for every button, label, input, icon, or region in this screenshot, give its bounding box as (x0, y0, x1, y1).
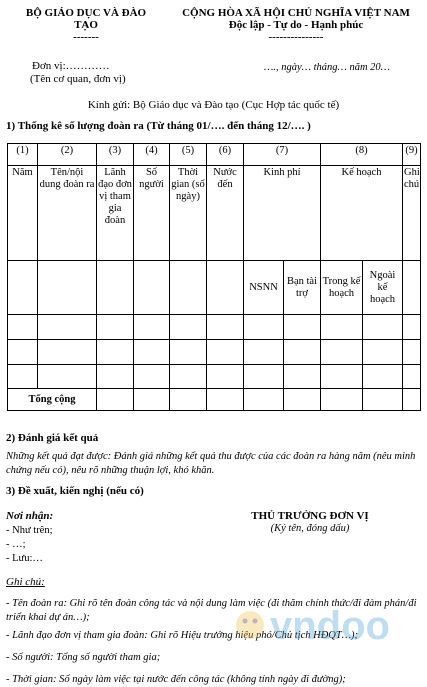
col-number: (5) (170, 144, 207, 166)
header-ghi-chu: Ghi chú (403, 166, 421, 261)
subheader-row (8, 261, 421, 315)
mascot-icon (236, 611, 264, 639)
country-name: CỘNG HÒA XÃ HỘI CHỦ NGHĨA VIỆT NAM (182, 7, 410, 19)
motto-text: Độc lập - Tự do - Hạnh phúc (228, 19, 364, 31)
note-item: - Tên đoàn ra: Ghi rõ tên đoàn công tác và nội dung làm việc (đi thăm chính thức/đi đàm phán/đi triển khai dự án…); (6, 598, 417, 623)
unit-label: Đơn vị:………… (32, 60, 110, 72)
header-nam: Năm (8, 166, 38, 261)
signature-sub: (Ký tên, đóng dấu) (270, 523, 350, 534)
recipients-title: Nơi nhận: (6, 510, 54, 522)
header-trong-ke-hoach: Trong kế hoạch (321, 261, 363, 315)
col-number: (9) (403, 144, 421, 166)
section3-title: 3) Đề xuất, kiến nghị (nếu có) (6, 485, 144, 497)
col-number: (8) (321, 144, 403, 166)
date-line: …., ngày… tháng… năm 20… (264, 62, 391, 73)
svg-text:vndoo: vndoo (270, 604, 390, 648)
ministry-line-2: TẠO (74, 19, 98, 31)
table-row (8, 340, 421, 365)
header-thoi-gian: Thời gian (số ngày) (170, 166, 207, 261)
note-item: - Lãnh đạo đơn vị tham gia đoàn: Ghi rõ Hiệu trưởng hiệu phó/Chủ tịch HĐQT…); (6, 630, 359, 641)
col-number: (6) (207, 144, 244, 166)
ministry-line-1: BỘ GIÁO DỤC VÀ ĐÀO (25, 7, 147, 19)
header-nsnn: NSNN (244, 261, 284, 315)
header-nuoc-den: Nước đến (207, 166, 244, 261)
ministry-name (14, 7, 158, 43)
statistics-table (7, 143, 421, 411)
recipient-item: - Như trên; (6, 525, 53, 536)
signature-title: THỦ TRƯỞNG ĐƠN VỊ (251, 510, 369, 522)
header-ngoai-ke-hoach: Ngoài kế hoạch (363, 261, 403, 315)
recipients-list (6, 524, 53, 566)
table-row (8, 315, 421, 340)
note-item: - Thời gian: Số ngày làm việc tại nước đến công tác (không tính ngày đi đường); (6, 674, 346, 685)
unit-sub: (Tên cơ quan, đơn vị) (30, 73, 126, 85)
header-lanh-dao: Lãnh đạo đơn vị tham gia đoàn (97, 166, 134, 261)
header-ban-tai-tro: Bạn tài trợ (284, 261, 321, 315)
col-number: (7) (244, 144, 321, 166)
header-ten: Tên/nội dung đoàn ra (38, 166, 97, 261)
notes-title: Ghi chú: (6, 576, 45, 588)
table-row (8, 365, 421, 389)
vndoo-watermark-logo (230, 595, 410, 655)
recipient-item: - Lưu:… (6, 553, 43, 564)
section1-title: 1) Thống kê số lượng đoàn ra (Từ tháng 01/…. đến tháng 12/…. ) (6, 120, 311, 132)
recipient-item: - …; (6, 539, 26, 550)
col-number: (1) (8, 144, 38, 166)
header-so-nguoi: Số người (134, 166, 170, 261)
column-number-row (8, 144, 421, 166)
section2-body: Những kết quả đạt được: Đánh giá những kết quả thu được của các đoàn ra hàng năm (nêu minh chứng nếu có), nêu rõ những thuận lợi, khó khăn. (6, 451, 416, 476)
header-row (8, 166, 421, 261)
note-item: - Số người: Tổng số người tham gia; (6, 652, 161, 663)
total-label: Tổng cộng (8, 389, 97, 411)
col-number: (2) (38, 144, 97, 166)
ministry-rule: ------- (73, 31, 99, 43)
section2-title: 2) Đánh giá kết quả (6, 432, 99, 444)
header-ke-hoach: Kế hoạch (321, 166, 403, 261)
total-row (8, 389, 421, 411)
recipient-line: Kính gửi: Bộ Giáo dục và Đào tạo (Cục Hợp tác quốc tế) (87, 99, 340, 111)
header-kinh-phi: Kinh phí (244, 166, 321, 261)
motto-rule: --------------- (268, 31, 324, 43)
col-number: (3) (97, 144, 134, 166)
col-number: (4) (134, 144, 170, 166)
national-motto (170, 7, 422, 43)
